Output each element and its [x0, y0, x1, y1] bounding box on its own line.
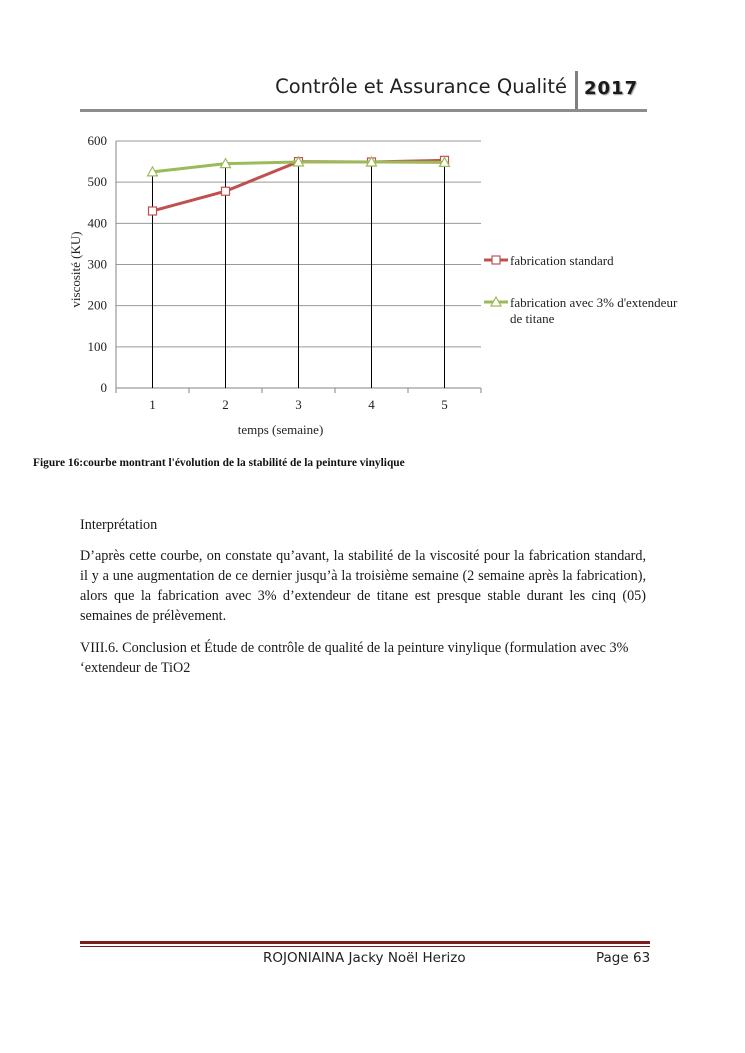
x-tick-label: 1 [149, 397, 156, 412]
y-tick-label: 0 [100, 380, 107, 395]
header-title: Contrôle et Assurance Qualité [275, 75, 567, 98]
x-tick-label: 3 [295, 397, 302, 412]
x-axis-title: temps (semaine) [237, 422, 324, 437]
y-tick-label: 400 [87, 215, 107, 231]
series-standard-point [149, 207, 157, 215]
footer-rule-thick [80, 941, 650, 944]
header-year: 2017 [584, 78, 639, 99]
legend-standard-marker [492, 256, 500, 264]
legend-extender-label: de titane [510, 311, 555, 326]
x-tick-label: 2 [222, 397, 229, 412]
header-rule [80, 109, 647, 112]
header-separator [575, 71, 578, 109]
section-heading-interpretation: Interprétation [80, 517, 158, 533]
x-tick-label: 4 [368, 397, 375, 412]
section-heading-viii6: VIII.6. Conclusion et Étude de contrôle de qualité de la peinture vinylique (formulation avec 3% ‘extendeur de TiO2 [80, 640, 629, 676]
y-tick-label: 600 [87, 133, 107, 148]
figure-caption: Figure 16:courbe montrant l'évolution de la stabilité de la peinture vinylique [33, 457, 405, 469]
viscosity-line-chart [60, 125, 720, 445]
footer-page-number: Page 63 [596, 950, 651, 966]
series-standard-point [222, 187, 230, 195]
y-axis-title: viscosité (KU) [68, 231, 83, 308]
y-tick-label: 100 [87, 338, 107, 354]
legend-standard-label: fabrication standard [510, 253, 614, 268]
legend-extender-label: fabrication avec 3% d'extendeur [510, 295, 678, 310]
footer-rule-thin [80, 946, 650, 947]
interpretation-paragraph: D’après cette courbe, on constate qu’avant, la stabilité de la viscosité pour la fabrication standard, il y a une augmentation de ce dernier jusqu’à la troisième semaine (2 semaine après la fabrication), alors que la fabrication avec 3% d’extendeur de titane est presque stable durant les cinq (05) semaines de prélèvement. [80, 548, 646, 624]
y-tick-label: 200 [87, 297, 107, 313]
footer-author: ROJONIAINA Jacky Noël Herizo [263, 950, 466, 966]
y-tick-label: 300 [87, 256, 107, 272]
x-tick-label: 5 [441, 397, 448, 412]
y-tick-label: 500 [87, 174, 107, 190]
